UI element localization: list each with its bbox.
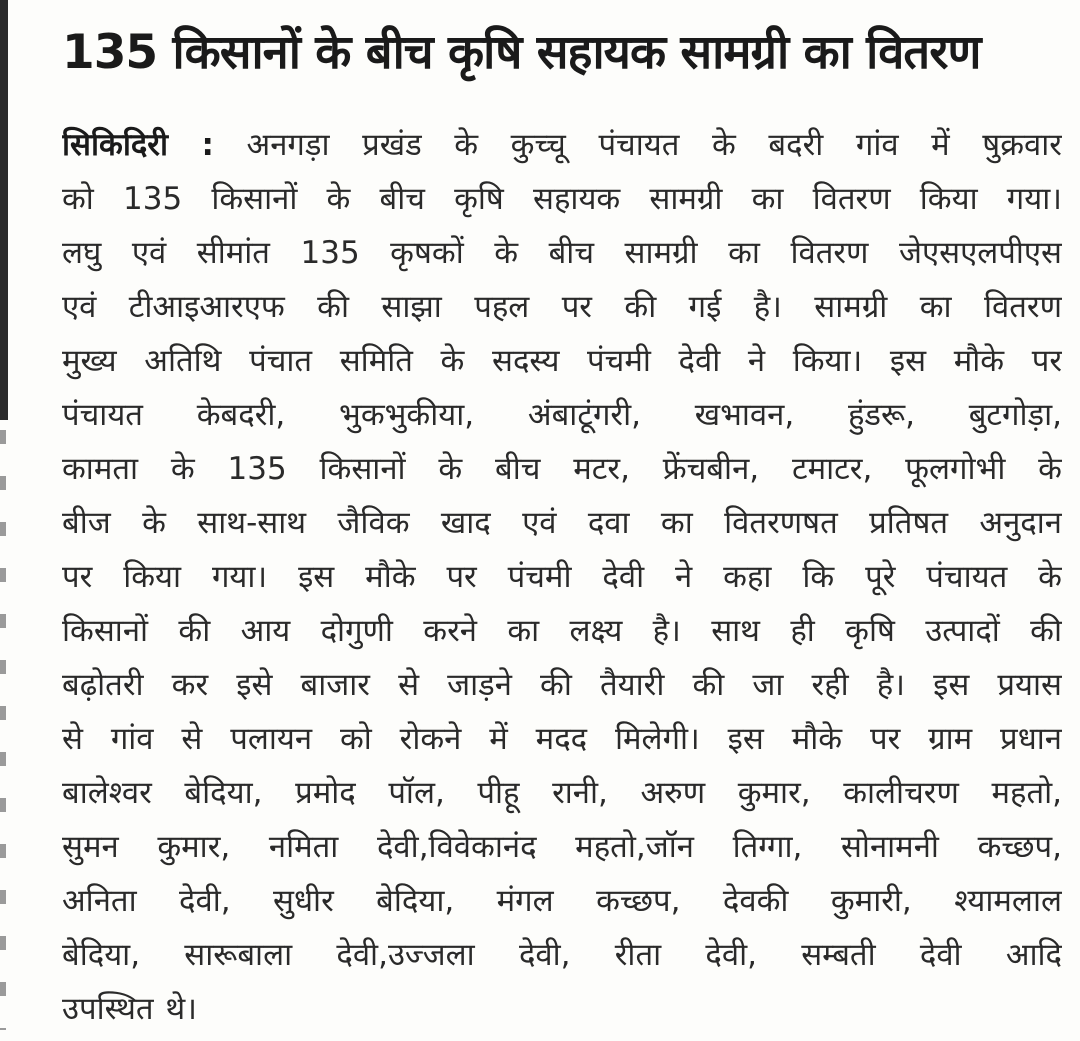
body-line-12: से गांव से पलायन को रोकने में मदद मिलेगी। इस मौके पर ग्राम प्रधान	[62, 721, 1062, 757]
body-line-17: उपस्थित थे।	[62, 991, 197, 1027]
dateline: सिकिदिरी :	[62, 127, 214, 163]
body-line-3: लघु एवं सीमांत 135 कृषकों के बीच सामग्री का वितरण जेएसएलपीएस	[62, 235, 1062, 271]
body-line-16: बेदिया, सारूबाला देवी,उज्जला देवी, रीता देवी, सम्बती देवी आदि	[62, 937, 1062, 973]
body-line-10: किसानों की आय दोगुणी करने का लक्ष्य है। साथ ही कृषि उत्पादों की	[62, 613, 1062, 649]
body-line-8: बीज के साथ-साथ जैविक खाद एवं दवा का वितरणषत प्रतिषत अनुदान	[62, 505, 1062, 541]
body-line-9: पर किया गया। इस मौके पर पंचमी देवी ने कहा कि पूरे पंचायत के	[62, 559, 1062, 595]
adjacent-column-edge	[0, 0, 8, 420]
body-line-13: बालेश्वर बेदिया, प्रमोद पॉल, पीहू रानी, अरुण कुमार, कालीचरण महतो,	[62, 775, 1062, 811]
body-line-14: सुमन कुमार, नमिता देवी,विवेकानंद महतो,जॉन तिग्गा, सोनामनी कच्छप,	[62, 829, 1062, 865]
body-line-7: कामता के 135 किसानों के बीच मटर, फ्रेंचबीन, टमाटर, फूलगोभी के	[62, 451, 1062, 487]
body-line-15: अनिता देवी, सुधीर बेदिया, मंगल कच्छप, देवकी कुमारी, श्यामलाल	[62, 883, 1062, 919]
body-line-1: सिकिदिरी : अनगड़ा प्रखंड के कुच्चू पंचायत के बदरी गांव में षुक्रवार	[62, 127, 1062, 163]
body-line-6: पंचायत केबदरी, भुकभुकीया, अंबाटूंगरी, खभावन, हुंडरू, बुटगोड़ा,	[62, 397, 1062, 433]
body-line-11: बढ़ोतरी कर इसे बाजार से जाड़ने की तैयारी की जा रही है। इस प्रयास	[62, 667, 1062, 703]
article-body	[62, 118, 1062, 1036]
body-line-4: एवं टीआइआरएफ की साझा पहल पर की गई है। सामग्री का वितरण	[62, 289, 1062, 325]
article-headline: 135 किसानों के बीच कृषि सहायक सामग्री का वितरण	[62, 25, 981, 80]
adjacent-column-fragments	[0, 430, 6, 1030]
body-line-5: मुख्य अतिथि पंचात समिति के सदस्य पंचमी देवी ने किया। इस मौके पर	[62, 343, 1062, 379]
body-line-2: को 135 किसानों के बीच कृषि सहायक सामग्री का वितरण किया गया।	[62, 181, 1062, 217]
